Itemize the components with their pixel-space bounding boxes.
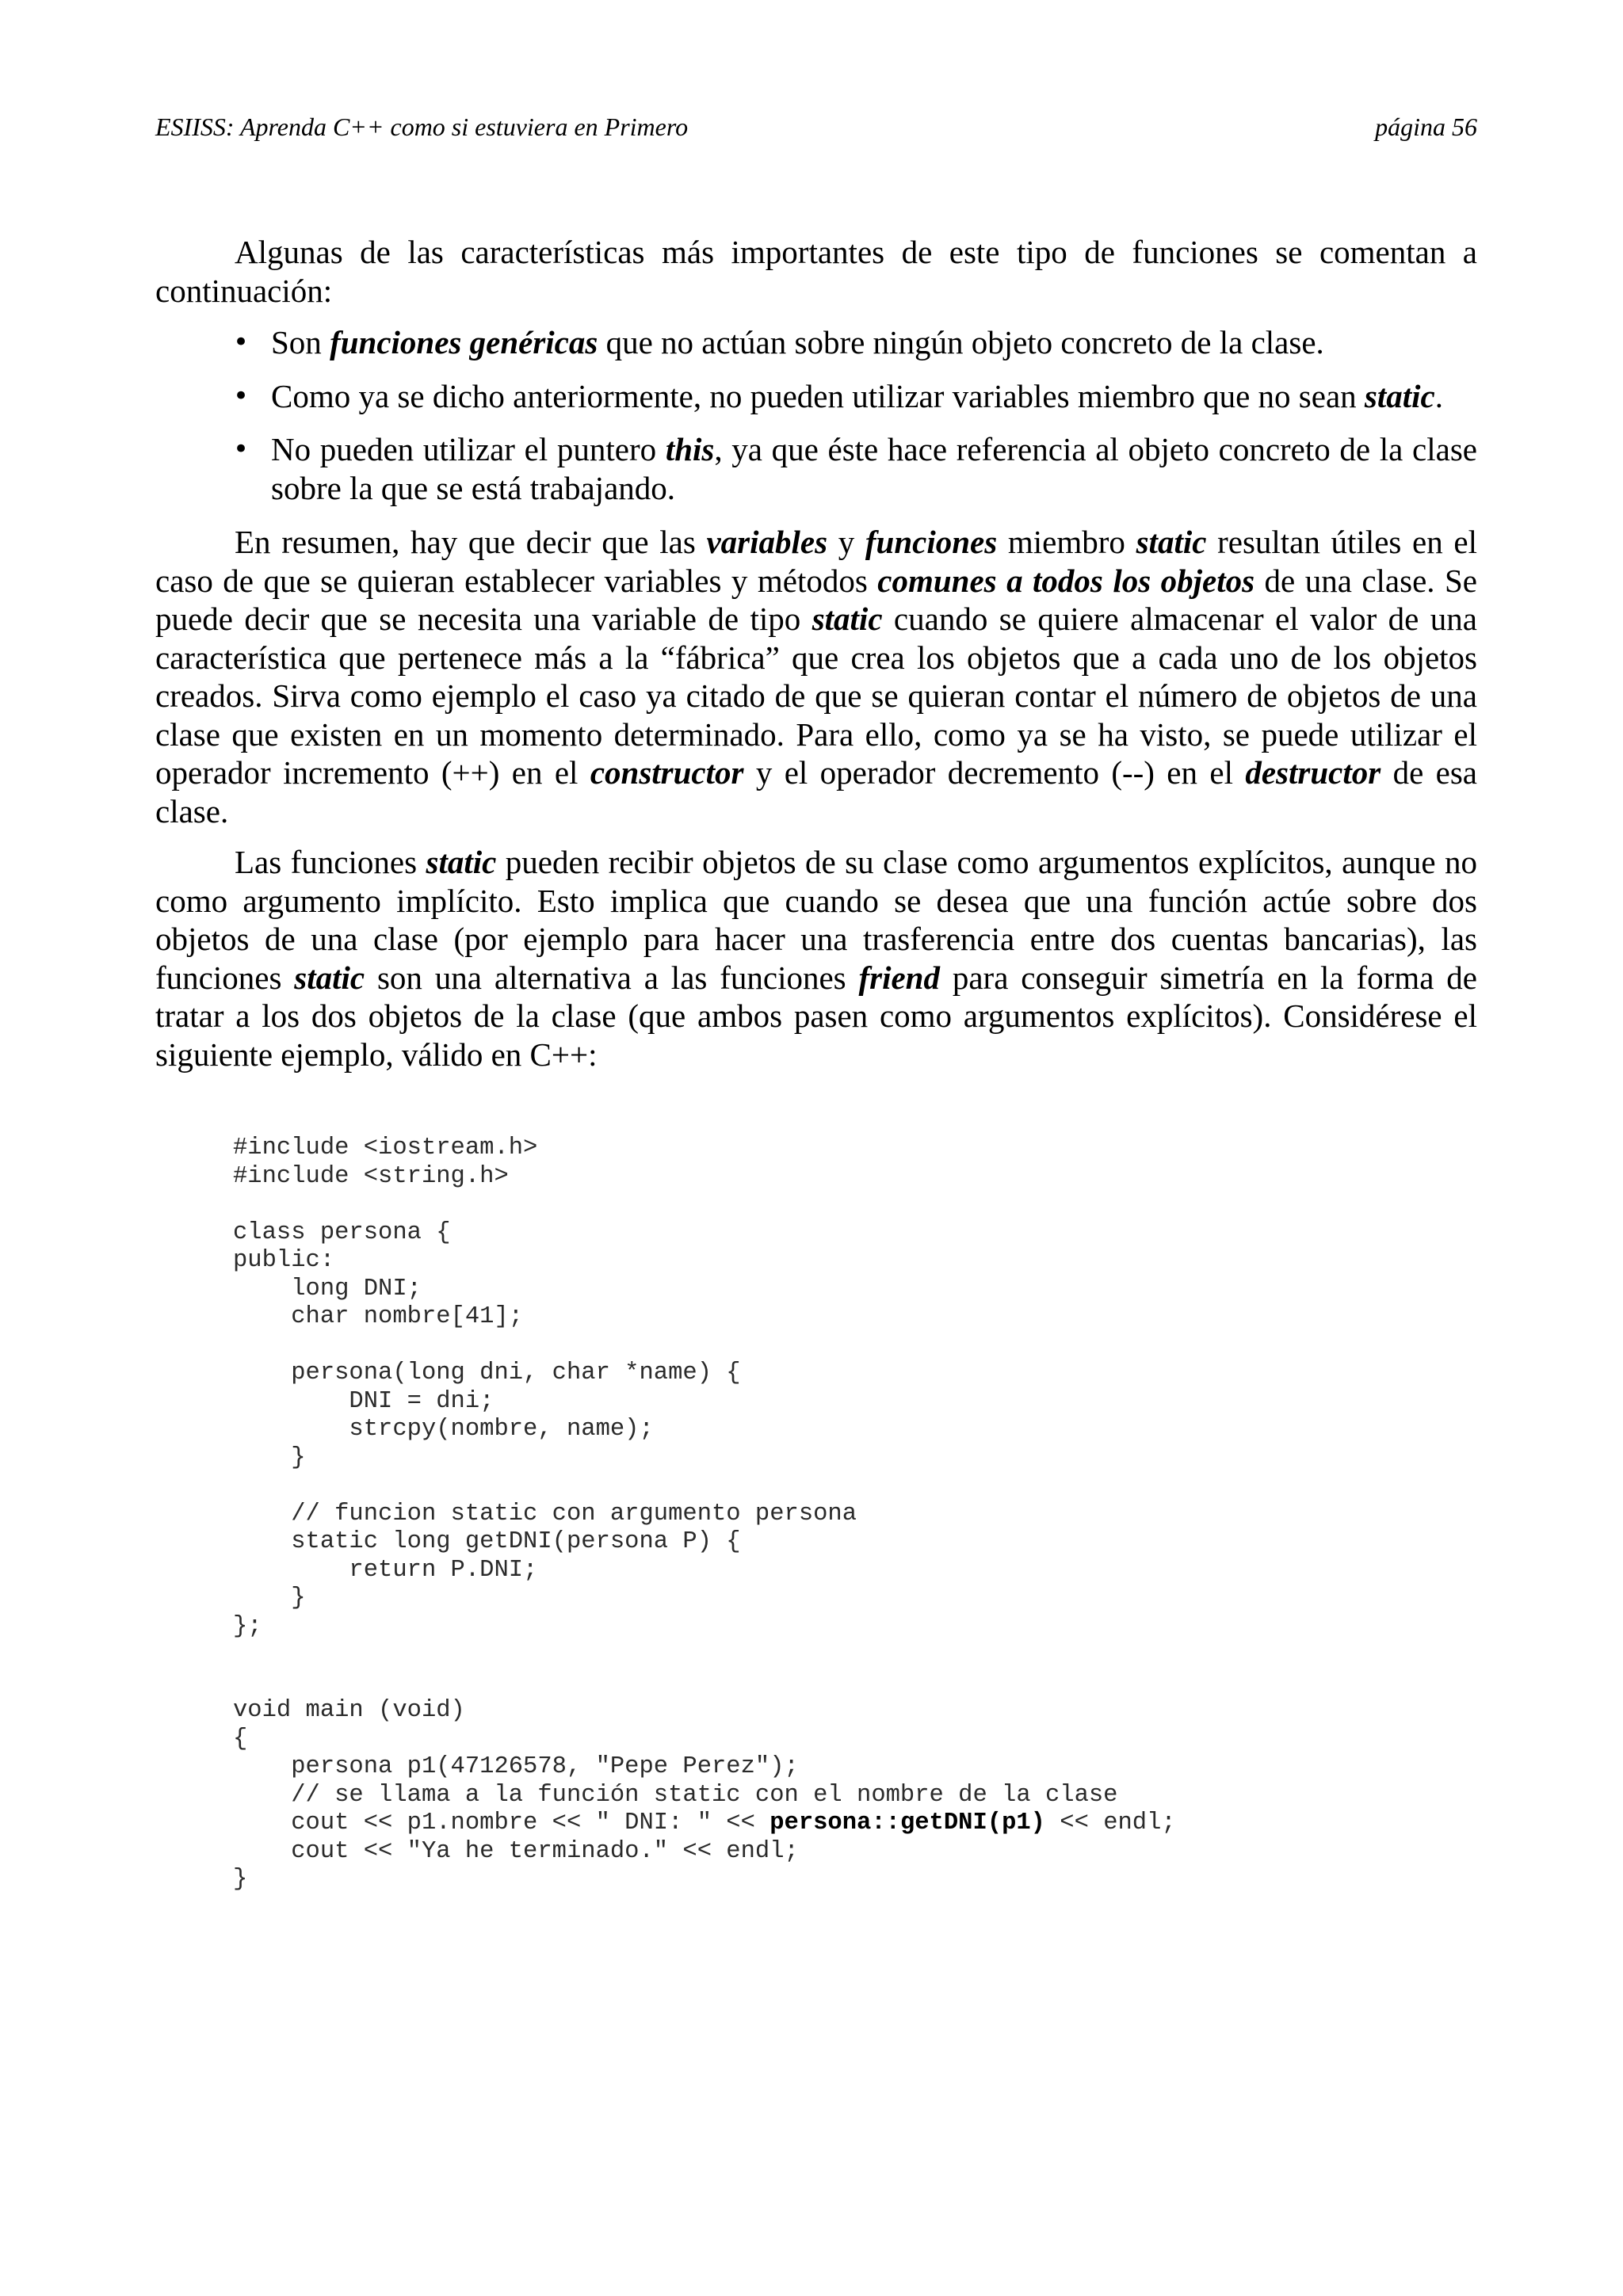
bullet-list [155, 323, 1477, 507]
code-line: }; [233, 1612, 262, 1640]
code-line: DNI = dni; [233, 1387, 495, 1415]
code-line: persona p1(47126578, "Pepe Perez"); [233, 1753, 799, 1780]
emphasis-term: constructor [590, 754, 744, 791]
page-number: página 56 [1375, 113, 1477, 141]
emphasis-term: static [294, 959, 365, 996]
emphasis-term: funciones [865, 524, 998, 560]
code-line: strcpy(nombre, name); [233, 1416, 654, 1443]
code-line: // funcion static con argumento persona [233, 1500, 857, 1527]
emphasis-term: funciones genéricas [330, 324, 598, 360]
bullet-item: • No pueden utilizar el puntero this, ya que éste hace referencia al objeto concreto de la clase sobre la que se está trabajando. [233, 431, 1477, 506]
code-line: void main (void) [233, 1697, 465, 1724]
code-line: } [233, 1866, 248, 1893]
emphasis-term: destructor [1245, 754, 1381, 791]
emphasis-term: static [1136, 524, 1207, 560]
page-header [155, 111, 1477, 143]
paragraph-summary: En resumen, hay que decir que las variables y funciones miembro static resultan útiles en el caso de que se quieran establecer variables y métodos comunes a todos los objetos de una clase. Se puede decir que se necesita una variable de tipo static cuando se quiere almacenar el valor de una característica que pertenece más a la “fábrica” que crea los objetos que a cada uno de los objetos creados. Sirva como ejemplo el caso ya citado de que se quieran contar el número de objetos de una clase que existen en un momento determinado. Para ello, como ya se ha visto, se puede utilizar el operador incremento (++) en el constructor y el operador decremento (--) en el destructor de esa clase. [155, 524, 1478, 830]
code-line: cout << p1.nombre << " DNI: " << persona::getDNI(p1) << endl; [233, 1810, 1176, 1836]
code-line: #include <string.h> [233, 1162, 509, 1190]
code-line: #include <iostream.h> [233, 1135, 538, 1161]
emphasis-term: variables [706, 524, 828, 560]
code-line: public: [233, 1247, 335, 1274]
code-line: persona(long dni, char *name) { [233, 1360, 741, 1386]
emphasis-term: static [426, 844, 497, 880]
emphasis-term: static [812, 601, 883, 637]
code-line: { [233, 1725, 248, 1753]
code-line: return P.DNI; [233, 1556, 538, 1584]
code-line: long DNI; [233, 1275, 422, 1302]
code-line: class persona { [233, 1219, 451, 1246]
paragraph-intro: Algunas de las características más importantes de este tipo de funciones se comentan a continuación: [155, 234, 1477, 309]
code-line: } [233, 1444, 306, 1471]
code-highlight: persona::getDNI(p1) [769, 1810, 1045, 1836]
emphasis-term: friend [858, 959, 940, 996]
header-title: ESIISS: Aprenda C++ como si estuviera en Primero [155, 113, 689, 141]
body-text [155, 233, 1477, 1074]
emphasis-term: comunes a todos los objetos [877, 562, 1255, 599]
code-line: cout << "Ya he terminado." << endl; [233, 1837, 799, 1865]
bullet-dot-icon: • [233, 433, 250, 465]
bullet-dot-icon: • [233, 326, 250, 358]
code-line: } [233, 1585, 306, 1611]
paragraph-static-functions: Las funciones static pueden recibir objetos de su clase como argumentos explícitos, aunque no como argumento implícito. Esto implica que cuando se desea que una función actúe sobre dos objetos de una clase (por ejemplo para hacer una trasferencia entre dos cuentas bancarias), las funciones static son una alternativa a las funciones friend para conseguir simetría en la forma de tratar a los dos objetos de la clase (que ambos pasen como argumentos explícitos). Considérese el siguiente ejemplo, válido en C++: [155, 844, 1477, 1073]
bullet-item: • Son funciones genéricas que no actúan sobre ningún objeto concreto de la clase. [233, 324, 1324, 360]
emphasis-term: this [665, 431, 715, 467]
bullet-item: • Como ya se dicho anteriormente, no pueden utilizar variables miembro que no sean static. [233, 377, 1443, 414]
bullet-dot-icon: • [233, 379, 250, 412]
code-example [233, 1135, 1176, 1894]
code-line: char nombre[41]; [233, 1303, 524, 1330]
code-line: static long getDNI(persona P) { [233, 1528, 741, 1555]
code-line: // se llama a la función static con el nombre de la clase [233, 1781, 1118, 1809]
emphasis-term: static [1364, 377, 1435, 414]
